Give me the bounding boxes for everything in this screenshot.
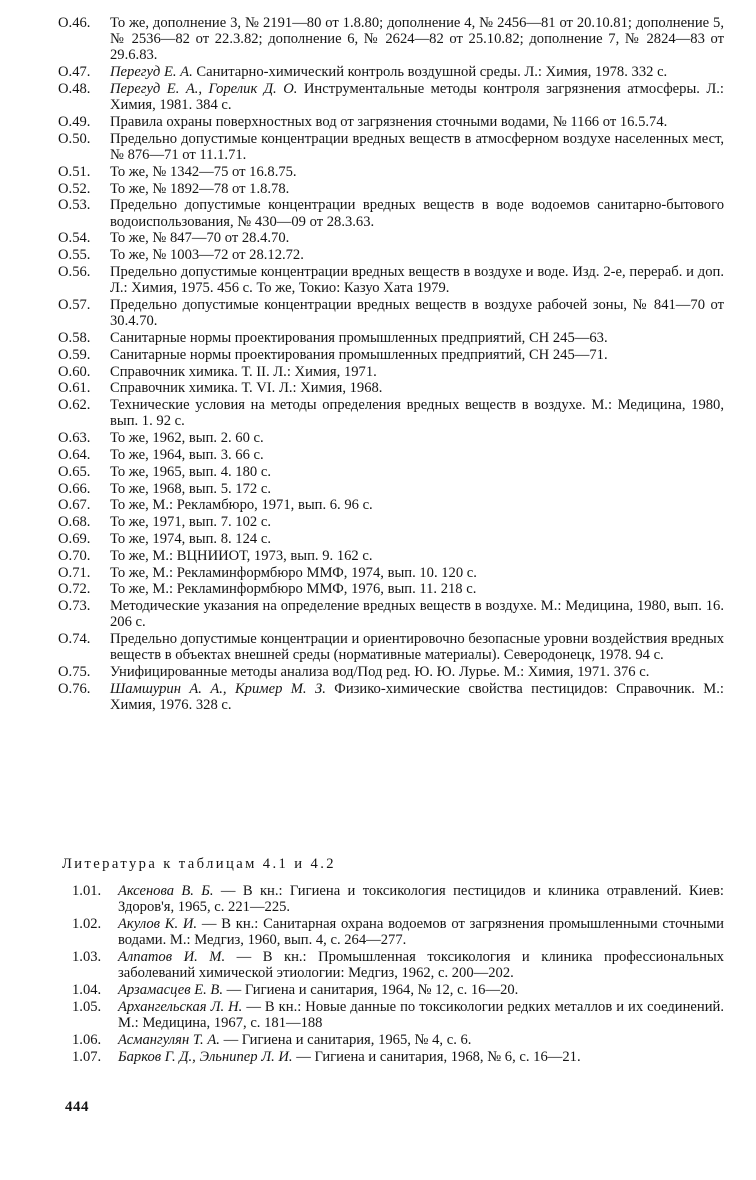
reference-entry <box>0 681 756 713</box>
reference-body: То же, дополнение 3, № 2191—80 от 1.8.80; дополнение 4, № 2456—81 от 20.10.81; дополнение 5, № 2536—82 от 22.3.82; дополнение 6, № 2624—82 от 25.10.82; дополнение 7, № 2824—83 от 29.6.83. <box>110 15 724 64</box>
reference-number: 1.02. <box>72 916 102 932</box>
reference-entry <box>0 598 756 630</box>
reference-text <box>110 664 724 680</box>
reference-body: То же, 1965, вып. 4. 180 с. <box>110 463 271 480</box>
reference-number: O.56. <box>58 263 91 280</box>
reference-body: То же, 1974, вып. 8. 124 с. <box>110 530 271 547</box>
reference-body: Физико-химические свойства пестицидов: Справочник. М.: Химия, 1976. 328 с. <box>110 680 724 714</box>
reference-text <box>110 131 724 163</box>
reference-entry <box>0 64 756 80</box>
reference-entry <box>0 447 756 463</box>
reference-number: O.64. <box>58 446 91 463</box>
reference-number: 1.04. <box>72 982 102 998</box>
reference-body: То же, 1971, вып. 7. 102 с. <box>110 514 271 531</box>
reference-text <box>110 548 724 564</box>
reference-body: Предельно допустимые концентрации вредных веществ в воздухе и воде. Изд. 2-е, перераб. и доп. Л.: Химия, 1975. 456 с. То же, Токио: Казуо Хата 1979. <box>110 263 724 297</box>
reference-authors: Асмангулян Т. А. <box>118 1031 220 1048</box>
reference-body: То же, М.: Рекламинформбюро ММФ, 1974, вып. 10. 120 с. <box>110 564 477 581</box>
reference-entry <box>0 497 756 513</box>
reference-text <box>110 197 724 229</box>
reference-entry <box>0 347 756 363</box>
reference-body: Методические указания на определение вредных веществ в воздухе. М.: Медицина, 1980, вып. 16. 206 с. <box>110 598 724 631</box>
reference-text <box>110 364 724 380</box>
reference-body: — В кн.: Новые данные по токсикологии редких металлов и их соединений. М.: Медицина, 1967, с. 181—188 <box>118 998 724 1031</box>
reference-text <box>118 1032 724 1048</box>
reference-number: 1.05. <box>72 998 102 1015</box>
reference-number: O.62. <box>58 397 91 414</box>
reference-number: O.67. <box>58 497 91 514</box>
reference-text <box>110 430 724 446</box>
reference-text <box>110 330 724 346</box>
reference-entry <box>0 949 756 981</box>
reference-body: То же, № 1892—78 от 1.8.78. <box>110 180 290 197</box>
reference-entry <box>0 916 756 948</box>
reference-entry <box>0 164 756 180</box>
reference-text <box>110 497 724 513</box>
reference-body: То же, 1962, вып. 2. 60 с. <box>110 430 264 447</box>
reference-text <box>110 81 724 113</box>
reference-authors: Перегуд Е. А. <box>110 64 193 81</box>
reference-number: O.59. <box>58 346 91 363</box>
reference-text <box>110 247 724 263</box>
reference-text <box>110 114 724 130</box>
reference-entry <box>0 999 756 1031</box>
reference-body: Санитарные нормы проектирования промышленных предприятий, СН 245—63. <box>110 329 608 346</box>
reference-authors: Алпатов И. М. <box>118 949 226 965</box>
reference-number: O.48. <box>58 81 91 97</box>
reference-number: 1.06. <box>72 1031 102 1048</box>
reference-text <box>118 982 724 998</box>
reference-entry <box>0 380 756 396</box>
reference-number: O.68. <box>58 514 91 531</box>
reference-entry <box>0 15 756 64</box>
reference-entry <box>0 631 756 663</box>
reference-text <box>110 481 724 497</box>
reference-authors: Шамшурин А. А., Кример М. З. <box>110 680 326 697</box>
reference-list-o <box>0 15 756 714</box>
reference-text <box>110 181 724 197</box>
reference-entry <box>0 114 756 130</box>
reference-text <box>110 565 724 581</box>
reference-number: O.69. <box>58 530 91 547</box>
reference-entry <box>0 197 756 229</box>
reference-text <box>110 514 724 530</box>
reference-body: Технические условия на методы определения вредных веществ в воздухе. М.: Медицина, 1980, вып. 1. 92 с. <box>110 397 724 430</box>
reference-text <box>118 883 724 915</box>
reference-number: O.49. <box>58 114 91 130</box>
reference-authors: Барков Г. Д., Эльнипер Л. И. <box>118 1048 293 1065</box>
reference-entry <box>0 982 756 998</box>
reference-number: O.61. <box>58 380 91 397</box>
reference-number: O.74. <box>58 631 91 648</box>
page-number: 444 <box>65 1099 89 1115</box>
reference-body: Санитарно-химический контроль воздушной среды. Л.: Химия, 1978. 332 с. <box>196 64 668 81</box>
reference-body: — Гигиена и санитария, 1965, № 4, с. 6. <box>223 1031 472 1048</box>
reference-entry <box>0 364 756 380</box>
reference-number: O.47. <box>58 64 91 81</box>
reference-body: — В кн.: Санитарная охрана водоемов от загрязнения промышленными сточными водами. М.: Медгиз, 1960, вып. 4, с. 264—277. <box>118 916 724 949</box>
reference-number: O.76. <box>58 680 91 697</box>
reference-entry <box>0 464 756 480</box>
reference-number: O.65. <box>58 463 91 480</box>
reference-body: Унифицированные методы анализа вод/Под ред. Ю. Ю. Лурье. М.: Химия, 1971. 376 с. <box>110 664 650 681</box>
reference-entry <box>0 247 756 263</box>
reference-number: O.71. <box>58 564 91 581</box>
reference-number: O.75. <box>58 664 91 681</box>
reference-number: 1.01. <box>72 883 102 899</box>
reference-entry <box>0 330 756 346</box>
reference-text <box>110 230 724 246</box>
reference-text <box>110 15 724 64</box>
reference-entry <box>0 565 756 581</box>
reference-text <box>110 164 724 180</box>
reference-body: Предельно допустимые концентрации вредных веществ в воздухе рабочей зоны, № 841—70 от 30.4.70. <box>110 296 724 330</box>
reference-text <box>118 949 724 981</box>
reference-list-tables <box>0 883 756 1065</box>
reference-entry <box>0 531 756 547</box>
reference-entry <box>0 1049 756 1065</box>
reference-entry <box>0 1032 756 1048</box>
reference-number: O.72. <box>58 581 91 598</box>
reference-authors: Архангельская Л. Н. <box>118 998 243 1015</box>
reference-number: O.60. <box>58 363 91 380</box>
reference-text <box>110 264 724 296</box>
reference-body: Предельно допустимые концентрации и ориентировочно безопасные уровни воздействия вредных веществ в объектах внешней среды (нормативные материалы). Северодонецк, 1978. 94 с. <box>110 631 724 664</box>
reference-number: O.52. <box>58 180 91 197</box>
reference-entry <box>0 397 756 429</box>
reference-number: O.50. <box>58 130 91 147</box>
reference-entry <box>0 430 756 446</box>
reference-body: Предельно допустимые концентрации вредных веществ в воде водоемов санитарно-бытового водоиспользования, № 430—09 от 28.3.63. <box>110 197 724 230</box>
reference-text <box>110 581 724 597</box>
reference-body: То же, М.: Рекламинформбюро ММФ, 1976, вып. 11. 218 с. <box>110 581 477 598</box>
reference-authors: Акулов К. И. <box>118 916 198 932</box>
reference-body: — В кн.: Гигиена и токсикология пестицидов и клиника отравлений. Киев: Здоров'я, 1965, с. 221—225. <box>118 883 724 916</box>
reference-number: O.63. <box>58 430 91 447</box>
reference-text <box>118 999 724 1031</box>
reference-body: То же, № 847—70 от 28.4.70. <box>110 230 290 247</box>
reference-number: 1.03. <box>72 949 102 965</box>
reference-entry <box>0 81 756 113</box>
reference-entry <box>0 514 756 530</box>
reference-text <box>110 531 724 547</box>
reference-body: То же, М.: Рекламбюро, 1971, вып. 6. 96 с. <box>110 497 373 514</box>
reference-entry <box>0 883 756 915</box>
reference-text <box>110 297 724 329</box>
reference-number: O.70. <box>58 547 91 564</box>
reference-entry <box>0 230 756 246</box>
reference-body: То же, № 1342—75 от 16.8.75. <box>110 163 297 180</box>
reference-text <box>118 1049 724 1065</box>
reference-authors: Перегуд Е. А., Горелик Д. О. <box>110 81 298 97</box>
reference-body: То же, 1968, вып. 5. 172 с. <box>110 480 271 497</box>
reference-authors: Аксенова В. Б. <box>118 883 214 899</box>
reference-body: — В кн.: Промышленная токсикология и клиника профессиональных заболеваний химической этиологии: Медгиз, 1962, с. 200—202. <box>118 949 724 982</box>
reference-number: O.51. <box>58 163 91 180</box>
reference-entry <box>0 181 756 197</box>
reference-number: O.58. <box>58 329 91 346</box>
reference-text <box>110 631 724 663</box>
reference-text <box>110 347 724 363</box>
reference-authors: Арзамасцев Е. В. <box>118 982 223 998</box>
reference-body: Справочник химика. Т. VI. Л.: Химия, 1968. <box>110 380 383 397</box>
reference-entry <box>0 264 756 296</box>
reference-entry <box>0 548 756 564</box>
reference-entry <box>0 664 756 680</box>
reference-number: O.57. <box>58 296 91 313</box>
reference-text <box>110 464 724 480</box>
reference-entry <box>0 481 756 497</box>
reference-text <box>110 380 724 396</box>
reference-body: То же, № 1003—72 от 28.12.72. <box>110 247 304 264</box>
reference-text <box>110 681 724 713</box>
reference-text <box>118 916 724 948</box>
reference-body: То же, 1964, вып. 3. 66 с. <box>110 446 264 463</box>
reference-entry <box>0 297 756 329</box>
reference-number: O.55. <box>58 247 91 264</box>
reference-body: Справочник химика. Т. II. Л.: Химия, 1971. <box>110 363 377 380</box>
reference-body: — Гигиена и санитария, 1968, № 6, с. 16—21. <box>296 1048 581 1065</box>
reference-number: O.66. <box>58 480 91 497</box>
reference-number: O.73. <box>58 598 91 615</box>
reference-body: Правила охраны поверхностных вод от загрязнения сточными водами, № 1166 от 16.5.74. <box>110 114 668 130</box>
reference-number: O.53. <box>58 197 91 214</box>
reference-entry <box>0 131 756 163</box>
reference-text <box>110 64 724 80</box>
reference-entry <box>0 581 756 597</box>
reference-body: То же, М.: ВЦНИИОТ, 1973, вып. 9. 162 с. <box>110 547 373 564</box>
reference-number: O.46. <box>58 15 91 31</box>
reference-number: 1.07. <box>72 1048 102 1065</box>
reference-body: Санитарные нормы проектирования промышленных предприятий, СН 245—71. <box>110 346 608 363</box>
reference-number: O.54. <box>58 230 91 247</box>
reference-text <box>110 598 724 630</box>
reference-body: Инструментальные методы контроля загрязнения атмосферы. Л.: Химия, 1981. 384 с. <box>110 81 724 114</box>
section-heading: Литература к таблицам 4.1 и 4.2 <box>62 856 336 872</box>
reference-body: Предельно допустимые концентрации вредных веществ в атмосферном воздухе населенных мест, № 876—71 от 11.1.71. <box>110 130 724 163</box>
reference-body: — Гигиена и санитария, 1964, № 12, с. 16—20. <box>226 982 519 998</box>
reference-text <box>110 397 724 429</box>
reference-text <box>110 447 724 463</box>
